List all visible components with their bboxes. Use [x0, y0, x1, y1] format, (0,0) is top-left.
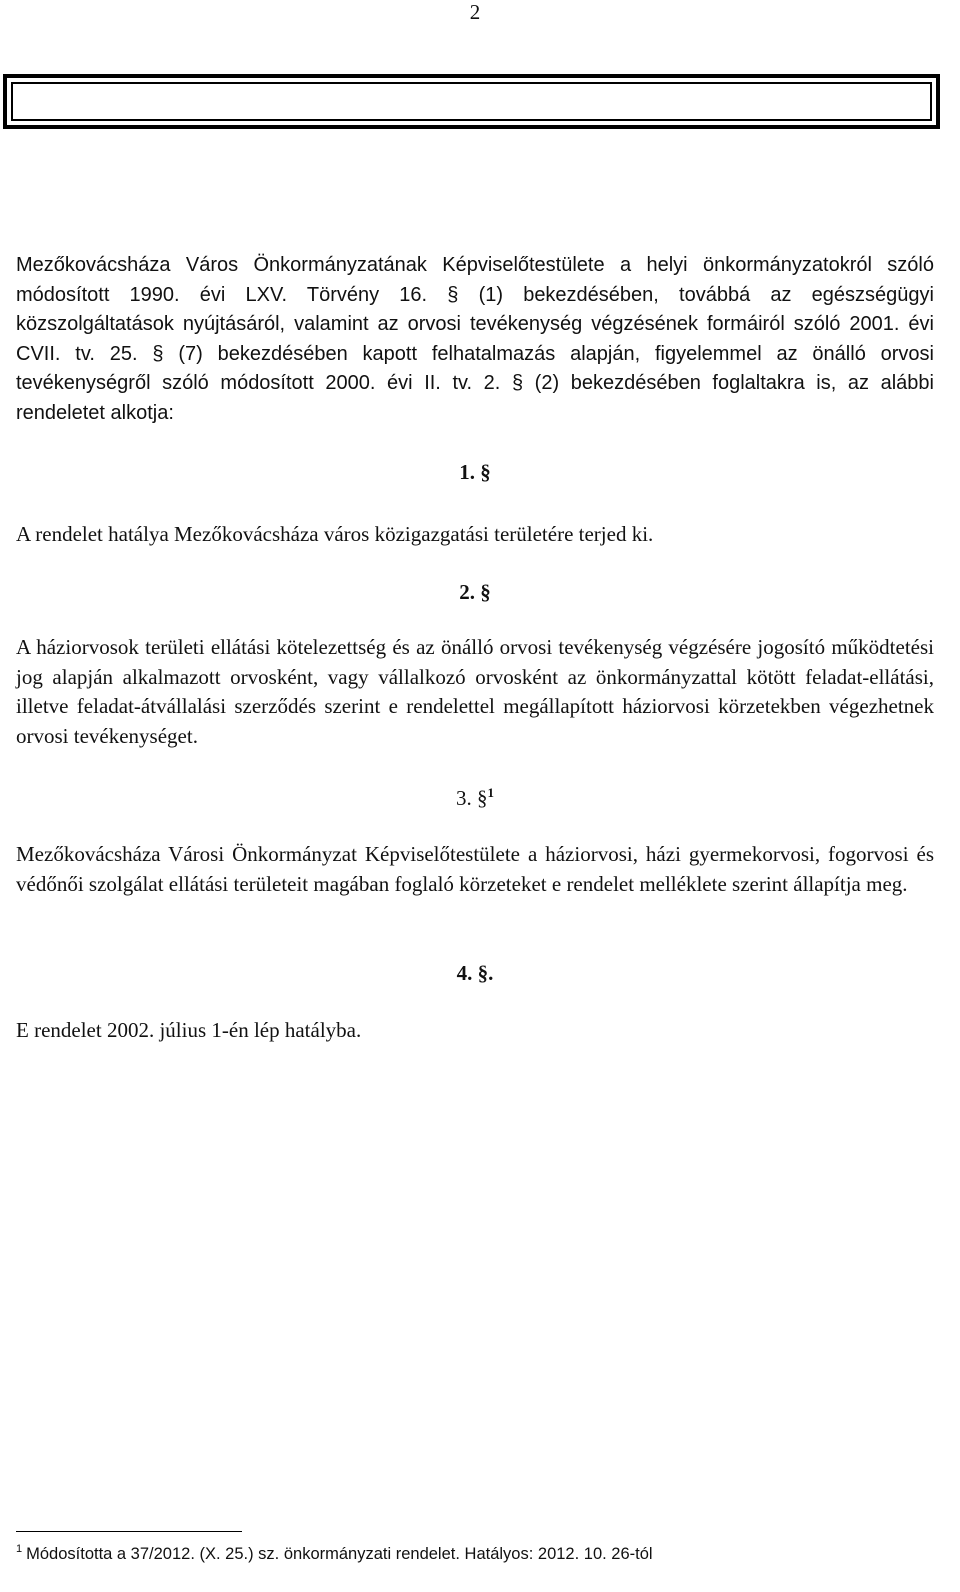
section-3-heading [0, 784, 950, 812]
footnote [16, 1543, 653, 1565]
section-3-text: Mezőkovácsháza Városi Önkormányzat Képviselőtestülete a háziorvosi, házi gyermekorvosi, fogorvosi és védőnői szolgálat ellátási területeit magában foglaló körzeteket e rendelet melléklete szerint állapítja meg. [16, 842, 934, 896]
section-4-heading: 4. §. [456, 961, 494, 985]
footnote-text: Módosította a 37/2012. (X. 25.) sz. önkormányzati rendelet. Hatályos: 2012. 10. 26-tól [26, 1545, 653, 1563]
section-4-text: E rendelet 2002. július 1-én lép hatályba. [16, 1018, 362, 1042]
header-frame [3, 74, 940, 129]
footnote-separator [16, 1531, 242, 1532]
footnote-reference: 1 [487, 785, 494, 800]
footnote-number: 1 [16, 1543, 23, 1555]
section-3-heading-text: 3. § [456, 786, 488, 810]
page-number: 2 [469, 0, 481, 24]
section-2-heading: 2. § [459, 580, 491, 604]
section-2-text: A háziorvosok területi ellátási kötelezettség és az önálló orvosi tevékenység végzésére jogosító működtetési jog alapján alkalmazott orvosként, vagy vállalkozó orvosként az önkormányzattal kötött feladat-ellátási, illetve feladat-átvállalási szerződés szerint e rendelettel megállapított háziorvosi körzetekben végezhetnek orvosi tevékenységet. [16, 635, 934, 748]
header-frame-inner [11, 82, 932, 121]
section-1-heading: 1. § [459, 460, 491, 484]
section-1-text: A rendelet hatálya Mezőkovácsháza város közigazgatási területére terjed ki. [16, 522, 654, 546]
preamble: Mezőkovácsháza Város Önkormányzatának Képviselőtestülete a helyi önkormányzatokról szóló módosított 1990. évi LXV. Törvény 16. § (1) bekezdésében, továbbá az egészségügyi közszolgáltatások nyújtásáról, valamint az orvosi tevékenység végzésének formáiról szóló 2001. évi CVII. tv. 25. § (7) bekezdésében kapott felhatalmazás alapján, figyelemmel az önálló orvosi tevékenységről szóló módosított 2000. évi II. tv. 2. § (2) bekezdésében foglaltakra is, az alábbi rendeletet alkotja: [16, 254, 934, 424]
